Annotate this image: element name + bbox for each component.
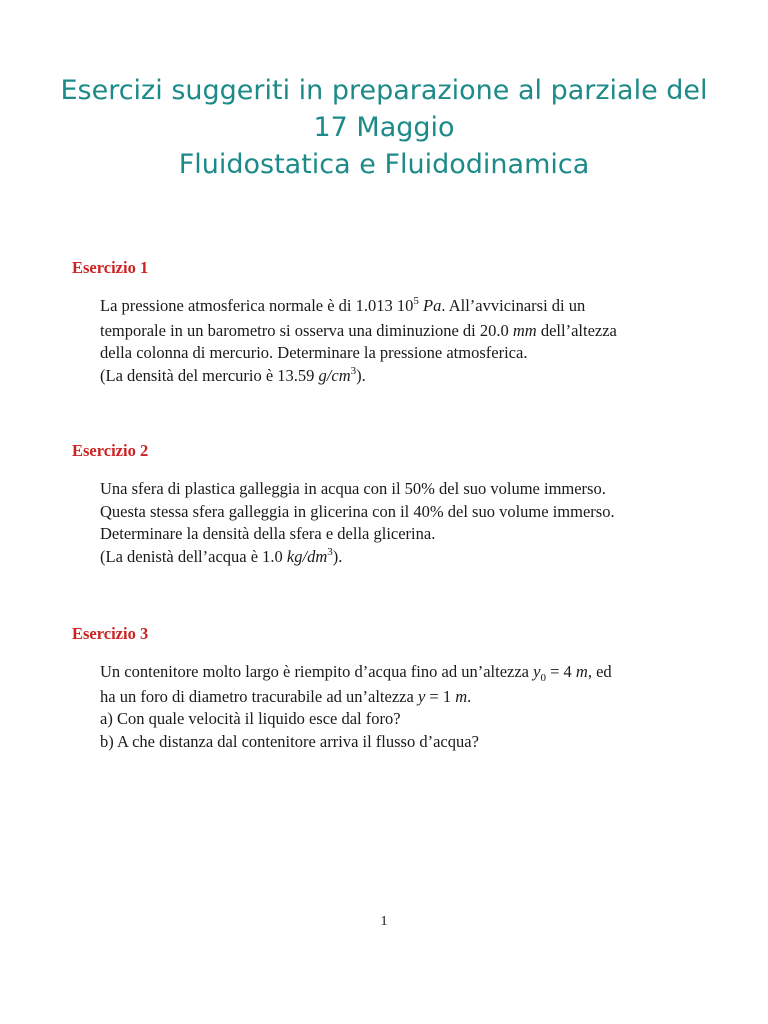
text-fragment: = 4 [545, 662, 576, 681]
exercise-1-text [100, 295, 712, 389]
exercise-2-line-1: Una sfera di plastica galleggia in acqua con il 50% del suo volume immerso. [100, 479, 606, 498]
text-fragment: (La densità del mercurio è 13.59 [100, 365, 319, 385]
text-fragment: = 1 [425, 686, 456, 706]
title-line-1: Esercizi suggeriti in preparazione al parziale del [60, 75, 708, 106]
exercise-3-line-1 [100, 661, 712, 686]
text-fragment: . [467, 686, 472, 706]
subscript: 0 [540, 672, 546, 684]
exercise-1-line-4 [100, 365, 712, 390]
math-unit: Pa [423, 296, 442, 315]
exercise-1 [72, 258, 712, 278]
page-number: 1 [380, 914, 388, 929]
exercise-1-line-2 [100, 320, 712, 343]
math-unit: g/cm [318, 365, 351, 385]
math-unit: m [455, 686, 468, 706]
document-title [60, 72, 708, 183]
text-fragment: , ed [587, 662, 612, 681]
text-fragment: . All’avvicinarsi di un [441, 296, 586, 315]
exercise-3-line-3: a) Con quale velocità il liquido esce dal foro? [100, 709, 401, 728]
exercise-2-line-4 [100, 546, 712, 571]
text-fragment: ha un foro di diametro tracurabile ad un’altezza [100, 686, 418, 706]
exercise-2-heading: Esercizio 2 [72, 441, 149, 460]
exercise-2-text [100, 478, 712, 570]
text-fragment: (La denistà dell’acqua è 1.0 [100, 546, 287, 566]
superscript: 3 [350, 364, 357, 377]
exercise-1-heading: Esercizio 1 [72, 258, 149, 277]
math-variable: y [533, 662, 541, 681]
text-fragment: dell’altezza [536, 320, 617, 340]
exercise-2 [72, 441, 712, 461]
exercise-3-text [100, 661, 712, 753]
math-unit: mm [512, 320, 537, 340]
exercise-3-line-4: b) A che distanza dal contenitore arriva il flusso d’acqua? [100, 731, 479, 751]
text-fragment: temporale in un barometro si osserva una diminuzione di 20.0 [100, 320, 513, 340]
superscript: 5 [413, 295, 419, 307]
text-fragment: Un contenitore molto largo è riempito d’acqua fino ad un’altezza [100, 662, 534, 681]
title-line-3: Fluidostatica e Fluidodinamica [178, 149, 590, 180]
math-variable: y [417, 686, 426, 706]
exercise-2-line-3: Determinare la densità della sfera e della glicerina. [100, 524, 436, 543]
exercise-1-line-1 [100, 295, 712, 320]
exercise-3-line-2 [100, 686, 712, 709]
math-unit: kg/dm [286, 546, 328, 566]
text-fragment: La pressione atmosferica normale è di 1.013 10 [100, 296, 414, 315]
math-unit: m [575, 662, 588, 681]
text-fragment: ). [356, 365, 366, 385]
exercise-3 [72, 624, 712, 644]
exercise-2-line-2: Questa stessa sfera galleggia in glicerina con il 40% del suo volume immerso. [100, 501, 615, 521]
text-fragment: ). [332, 546, 343, 566]
exercise-1-line-3: della colonna di mercurio. Determinare la pressione atmosferica. [100, 343, 528, 362]
exercise-3-heading: Esercizio 3 [72, 624, 149, 643]
superscript: 3 [327, 545, 333, 558]
title-line-2: 17 Maggio [313, 112, 455, 143]
